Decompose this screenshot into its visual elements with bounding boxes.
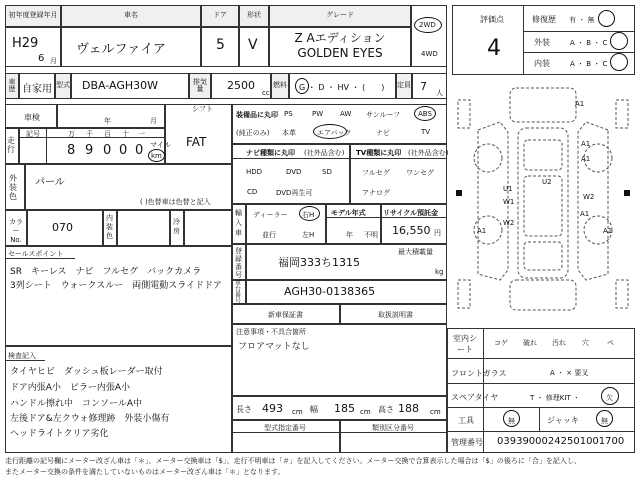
equip-airbag: エアバック (317, 129, 352, 137)
grade-header: グレード (269, 5, 411, 27)
mark-a1-wheel: A1 (477, 227, 487, 235)
interior-grade-options: A ・ B ・ C (570, 60, 608, 68)
interior-cell (117, 210, 170, 246)
grade-value: Z Aエディション GOLDEN EYES (294, 31, 386, 60)
length-value: 493 (262, 402, 283, 415)
first-reg-header: 初年度登録年月 (5, 5, 61, 27)
exterior-label: 外装色 (9, 174, 17, 201)
mark-2: A1 (581, 140, 591, 148)
grade-box-divider (523, 5, 524, 75)
mileage-digit-4: 0 (119, 143, 128, 158)
inspection-note-4: 左後ドア&左クウォ修理跡 外装小傷有 (10, 414, 170, 424)
interior-label: 内装色 (106, 214, 113, 240)
plate-header: 車歴 (5, 73, 19, 99)
inspection-note-2: ドア内張A小 ピラー内張A小 (10, 383, 131, 393)
fuel-header: 燃料 (271, 73, 289, 99)
right-bottom-divider (483, 328, 484, 453)
interior-grade-circle (610, 53, 628, 71)
repair-selected-circle (598, 10, 615, 27)
spare-options: T ・ 修理KIT ・ (530, 394, 580, 402)
exterior-grade-options: A ・ B ・ C (570, 39, 608, 47)
model-year-year: 年 (346, 231, 353, 239)
displacement-header: 排気量 (189, 73, 211, 99)
equip-label: 装備品に丸印 (236, 111, 278, 119)
equip-sunroof: サンルーフ (366, 111, 401, 119)
mileage-digit-5: 0 (135, 143, 144, 158)
rb-line-2 (447, 383, 635, 384)
mark-w2-left: W2 (503, 219, 515, 227)
drive-2wd-circle (414, 17, 442, 33)
shift-label: シフト (192, 105, 213, 113)
chassis-label: 車台番号 (235, 280, 242, 305)
origin-label: 輸入車 (235, 209, 242, 237)
score-value: 4 (487, 36, 501, 61)
model-year-label: モデル年式 (331, 209, 366, 217)
seat-ana: 穴 (582, 339, 589, 347)
notes-label-underline (5, 360, 45, 361)
recycle-label: リサイクル預託金 (383, 209, 439, 217)
equip-sublabel: (純正のみ) (236, 129, 270, 137)
jack-circle (596, 410, 613, 427)
model-name: ヴェルファイア (76, 42, 166, 57)
first-reg-month-unit: 月 (50, 57, 57, 65)
manual-label: 取扱説明書 (378, 311, 413, 319)
capacity-header: 定員 (396, 73, 412, 99)
glass-label: フロントガラス (451, 369, 507, 378)
mileage-divider (46, 128, 47, 164)
mileage-digit-2: 9 (85, 143, 94, 158)
shape-value: V (248, 37, 258, 53)
length-label: 長さ (236, 405, 252, 414)
seat-label: 室内シート (453, 334, 477, 354)
seat-pe: ペ (607, 339, 614, 347)
new-car-warranty: 新車保証書 (268, 311, 303, 319)
mileage-unit-km: km (151, 152, 162, 160)
exterior-grade-label: 外装 (534, 38, 550, 47)
tools-jack-divider (539, 407, 540, 431)
tv-oneseg: ワンセグ (406, 169, 434, 177)
inspection-note-5: ヘッドライトクリア劣化 (10, 429, 109, 439)
fuel-selected-circle (295, 78, 309, 94)
aircon-cell (184, 210, 232, 246)
mileage-km-circle (148, 149, 165, 162)
steering-right-circle (299, 206, 320, 221)
tv-analog: アナログ (362, 189, 390, 197)
rb-line-1 (447, 358, 635, 359)
mileage-digit-1: 8 (67, 143, 76, 158)
inspection-note-1: タイヤヒビ ダッシュ板レーダー取付 (10, 367, 163, 377)
doors-header: ドア (201, 5, 239, 27)
equip-pw: PW (312, 110, 324, 118)
type-header: 型式 (55, 73, 71, 99)
car-diagram (448, 80, 638, 320)
nav-type-note: (社外品含む) (304, 149, 345, 157)
registration-label: 登録番号 (235, 247, 242, 279)
equip-ps: PS (284, 110, 293, 118)
weight-unit: kg (435, 268, 444, 276)
sales-points-cell (5, 246, 232, 346)
drive-4wd: 4WD (421, 50, 438, 58)
displacement-unit: cc (262, 89, 270, 97)
equip-navi: ナビ (376, 129, 390, 137)
origin-dealer: ディーラー (253, 211, 288, 219)
capacity-unit: 人 (436, 89, 443, 97)
origin-parallel: 並行 (262, 231, 276, 239)
equip-leather: 本革 (282, 129, 296, 137)
rb-line-3 (447, 407, 635, 408)
seat-yogore: 汚れ (552, 339, 566, 347)
weight-label: 最大積載量 (398, 248, 433, 256)
equip-abs: ABS (418, 110, 432, 118)
color-code-label: カラー No. (9, 218, 23, 244)
repair-options: 有 ・ 無 (569, 16, 595, 24)
nav-dvd: DVD (286, 168, 302, 176)
inspection-note-3: ハンドル擦れ中 コンソールA中 (10, 399, 142, 409)
nav-dvd-play: DVD再生可 (276, 189, 313, 197)
recycle-value: 16,550 (392, 224, 431, 237)
registration-number: 福岡333ち1315 (278, 256, 360, 269)
mileage-sen-label: 千 (86, 130, 93, 138)
jack-label: ジャッキ (547, 416, 579, 425)
shape-header: 形状 (239, 5, 269, 27)
nav-sd: SD (322, 168, 332, 176)
nav-hdd: HDD (246, 168, 263, 176)
mileage-record-label: 記号 (26, 130, 40, 138)
height-unit: cm (430, 408, 441, 416)
mark-w1: W1 (503, 198, 515, 206)
notes-text: フロアマットなし (238, 342, 310, 352)
nav-type-label: ナビ種類に丸印 (246, 149, 295, 157)
model-no-label: 型式指定番号 (264, 424, 306, 432)
plate-value: 自家用 (22, 84, 52, 95)
width-unit: cm (360, 408, 371, 416)
footer-line-1: 走行距離の記号欄にメーター改ざん車は「＊」、メーター交換車は「$」、走行不明車は「＃」を記入してください。メーター交換で合算表示した場合は「$」の後ろに「合」を記入し、 (5, 457, 581, 465)
doors-value: 5 (216, 37, 225, 53)
chassis-number: AGH30-0138365 (284, 285, 376, 298)
steering-left: 左H (302, 231, 315, 239)
mark-3: A1 (581, 155, 591, 163)
mgmt-label: 管理番号 (451, 438, 483, 447)
inspection-label: 車検 (24, 113, 40, 122)
footer-line-2: またメーター交換の条件を満たしていないものはメーター改ざん車は「＊」となります。 (5, 468, 285, 476)
first-reg-year: H29 (12, 36, 39, 51)
length-unit: cm (292, 408, 303, 416)
tools-selected: 無 (508, 417, 515, 425)
steering-right: 右H (302, 211, 315, 219)
tools-label: 工具 (458, 416, 474, 425)
color-code-value: 070 (52, 221, 73, 234)
model-name-header: 車名 (61, 5, 201, 27)
mileage-ichi-label: 一 (138, 130, 145, 138)
equip-abs-circle (414, 106, 436, 121)
exterior-value: パール (35, 177, 65, 188)
recycle-unit: 円 (434, 229, 441, 237)
seat-koge: コゲ (494, 339, 508, 347)
type-value: DBA-AGH30W (82, 79, 159, 92)
first-reg-month: 6 (38, 53, 45, 64)
jack-selected: 無 (601, 417, 608, 425)
mileage-hyaku-label: 百 (104, 130, 111, 138)
fuel-options: G ・ D ・ HV ・ ( ) (299, 83, 385, 92)
interior-grade-label: 内装 (534, 59, 550, 68)
tv-type-note: (社外品含む) (408, 149, 449, 157)
mark-u2: U2 (542, 178, 552, 186)
inspection-value-cell (57, 104, 165, 128)
shift-value: FAT (186, 135, 207, 149)
seat-yabure: 破れ (523, 339, 537, 347)
mark-a1-rear: A1 (580, 210, 590, 218)
exterior-grade-circle (610, 32, 628, 50)
equip-airbag-circle (313, 124, 347, 139)
mark-a1-rear-wheel: A1 (603, 227, 613, 235)
inspection-year-unit: 年 (104, 117, 111, 125)
displacement-value: 2500 (227, 79, 255, 92)
tools-circle (503, 410, 520, 427)
height-value: 188 (398, 402, 419, 415)
aircon-label: 冷房 (173, 218, 180, 235)
tv-type-label: TV種類に丸印 (356, 149, 402, 157)
inspection-month-unit: 月 (150, 117, 157, 125)
sales-point-1: SR キーレス ナビ フルセグ バックカメラ (10, 267, 202, 277)
rb-line-4 (447, 431, 635, 432)
class-no-label: 類別区分番号 (372, 424, 414, 432)
mileage-man-label: 万 (68, 130, 75, 138)
inspection-notes-label: 検査記入 (8, 352, 36, 360)
sales-points-label: セールスポイント (8, 250, 64, 258)
mileage-unit-mile: マイル (150, 141, 171, 149)
mileage-digit-3: 0 (103, 143, 112, 158)
equip-aw: AW (340, 110, 352, 118)
spare-selected-circle (601, 387, 619, 405)
color-change-note: ( )色替車は色替と記入 (140, 198, 211, 206)
height-label: 高さ (378, 405, 394, 414)
score-label: 評価点 (480, 15, 504, 24)
spare-label: スペアタイヤ (451, 393, 499, 402)
spare-selected: 欠 (606, 394, 613, 402)
drive-2wd: 2WD (419, 21, 436, 29)
notes-label: 注意事項・不具合箇所 (236, 328, 306, 336)
mgmt-number: 03939000242501001700 (497, 436, 625, 447)
mileage-label: 走行 (7, 136, 15, 154)
width-label: 幅 (310, 405, 318, 414)
glass-options: A ・ × 要叉 (550, 369, 589, 377)
mark-u1: U1 (503, 185, 513, 193)
width-value: 185 (334, 402, 355, 415)
sales-point-2: 3列シート ウォークスルー 両側電動スライドドア (10, 281, 222, 291)
mark-1: A1 (575, 100, 585, 108)
sales-label-underline (5, 258, 75, 259)
mileage-juu-label: 十 (122, 130, 129, 138)
model-year-unknown: 不明 (364, 231, 378, 239)
tv-fullseg: フルセグ (362, 169, 390, 177)
nav-cd: CD (247, 188, 258, 196)
repair-label: 修復歴 (532, 15, 556, 24)
mark-w2-right: W2 (583, 193, 595, 201)
capacity-value: 7 (420, 80, 427, 93)
equip-tv: TV (421, 128, 431, 136)
